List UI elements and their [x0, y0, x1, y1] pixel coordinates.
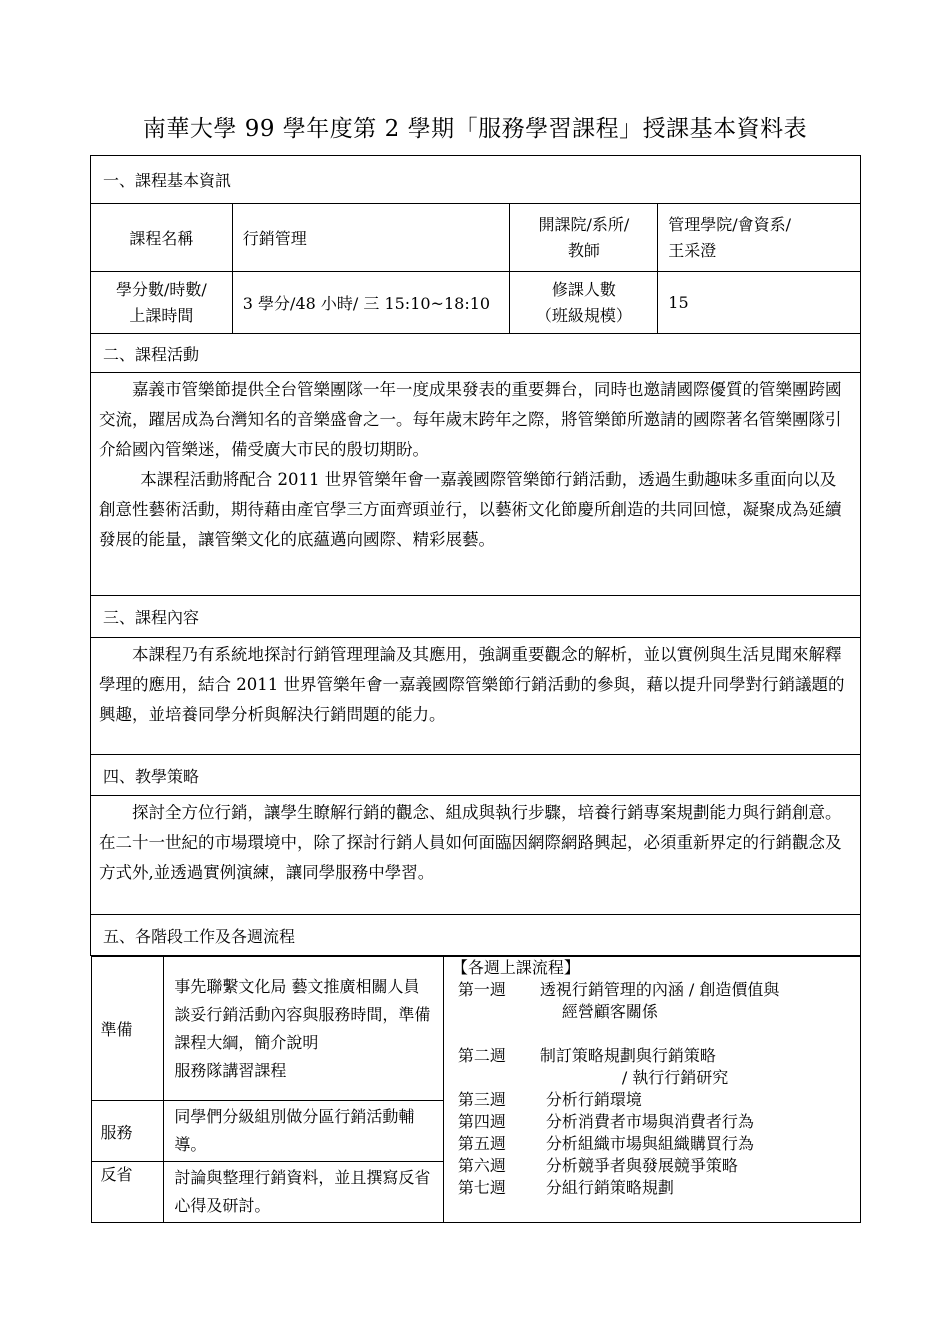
- teacher-name: 王采澄: [668, 240, 717, 260]
- credits-label-line2: 上課時間: [129, 305, 194, 325]
- stage-service-label: 服務: [91, 1101, 164, 1162]
- credits-value: 3 學分/48 小時/ 三 15:10~18:10: [232, 272, 510, 334]
- activity-content: [91, 373, 861, 596]
- week-number: 第六週: [457, 1156, 506, 1175]
- week-row: [458, 1177, 860, 1199]
- enrollment-label-line1: 修課人數: [551, 279, 616, 299]
- week-row: [458, 1155, 860, 1177]
- week-topic-continued: 經營顧客關係: [561, 1002, 658, 1021]
- week-number: 第五週: [457, 1134, 506, 1153]
- weekly-heading: 【各週上課流程】: [451, 958, 580, 977]
- activity-paragraph-2: 本課程活動將配合 2011 世界管樂年會一嘉義國際管樂節行銷活動，透過生動趣味多重面向以及創意性藝術活動，期待藉由產官學三方面齊頭並行，以藝術文化節慶所創造的共同回憶，凝聚成為延續發展的能量，讓管樂文化的底蘊邁向國際、精彩展藝。: [99, 470, 842, 549]
- week-row: [458, 1133, 860, 1155]
- week-row: [458, 1111, 860, 1133]
- week-number: 第四週: [457, 1112, 506, 1131]
- section-heading-schedule: 五、各階段工作及各週流程: [91, 915, 861, 956]
- stage-prepare-training: 服務隊講習課程: [174, 1060, 287, 1080]
- section-heading-basic-info: 一、課程基本資訊: [91, 156, 861, 204]
- stage-prepare-label: 準備: [91, 957, 164, 1101]
- enrollment-label-line2: （班級規模）: [535, 305, 632, 325]
- stage-prepare-desc: [164, 957, 443, 1101]
- week-topic: 分組行銷策略規劃: [545, 1178, 674, 1197]
- week-number: 第一週: [457, 980, 506, 999]
- stage-reflect-label: 反省: [91, 1162, 164, 1223]
- week-topic: 透視行銷管理的內涵 / 創造價值與: [539, 980, 780, 999]
- week-topic: 分析行銷環境: [545, 1090, 642, 1109]
- activity-paragraph-1: 嘉義市管樂節提供全台管樂團隊一年一度成果發表的重要舞台，同時也邀請國際優質的管樂團跨國交流，躍居成為台灣知名的音樂盛會之一。每年歲末跨年之際，將管樂節所邀請的國際著名管樂團隊引介給國內管樂迷，備受廣大市民的殷切期盼。: [99, 380, 842, 459]
- section-heading-activity: 二、課程活動: [91, 334, 861, 373]
- week-spacer: [458, 1023, 860, 1045]
- week-row: [458, 979, 860, 1001]
- week-number: 第二週: [457, 1046, 506, 1065]
- page-title: 南華大學 99 學年度第 2 學期「服務學習課程」授課基本資料表: [142, 116, 808, 142]
- department-label-line1: 開課院/系所/: [538, 214, 630, 234]
- week-row: [458, 1045, 860, 1067]
- week-number: 第七週: [457, 1178, 506, 1197]
- enrollment-label: [510, 272, 658, 334]
- credits-label: [91, 272, 233, 334]
- department-label: [510, 204, 658, 272]
- enrollment-value: 15: [658, 272, 861, 334]
- week-topic-continued: / 執行行銷研究: [621, 1068, 729, 1087]
- schedule-area: [91, 956, 861, 1224]
- content-paragraph-1: 本課程乃有系統地探討行銷管理理論及其應用，強調重要觀念的解析，並以實例與生活見聞來解釋學理的應用，結合 2011 世界管樂年會一嘉義國際管樂節行銷活動的參與，藉以提升同學對行銷議題的興趣，並培養同學分析與解決行銷問題的能力。: [99, 645, 845, 724]
- strategy-content: [91, 796, 861, 915]
- department-value: [658, 204, 861, 272]
- section-heading-content: 三、課程內容: [91, 596, 861, 638]
- week-number: 第三週: [457, 1090, 506, 1109]
- department-label-line2: 教師: [567, 240, 600, 260]
- weekly-schedule: [443, 957, 860, 1223]
- course-name-value: 行銷管理: [232, 204, 510, 272]
- credits-label-line1: 學分數/時數/: [115, 279, 207, 299]
- schedule-table: [91, 956, 861, 1223]
- week-topic: 分析競爭者與發展競爭策略: [545, 1156, 738, 1175]
- content-content: [91, 638, 861, 755]
- course-name-label: 課程名稱: [91, 204, 233, 272]
- section-heading-strategy: 四、教學策略: [91, 755, 861, 796]
- week-topic: 制訂策略規劃與行銷策略: [539, 1046, 716, 1065]
- week-topic: 分析組織市場與組織購買行為: [545, 1134, 754, 1153]
- department-value-line1: 管理學院/會資系/: [668, 214, 792, 234]
- stage-reflect-desc: 討論與整理行銷資料，並且撰寫反省心得及研討。: [164, 1162, 443, 1223]
- strategy-paragraph-1: 探討全方位行銷，讓學生瞭解行銷的觀念、組成與執行步驟，培養行銷專案規劃能力與行銷創意。在二十一世紀的市場環境中，除了探討行銷人員如何面臨因網際網路興起，必須重新界定的行銷觀念及方式外,並透過實例演練，讓同學服務中學習。: [99, 803, 842, 882]
- week-topic: 分析消費者市場與消費者行為: [545, 1112, 754, 1131]
- course-info-table: [90, 155, 861, 1223]
- stage-prepare-text: 事先聯繫文化局 藝文推廣相關人員談妥行銷活動內容與服務時間，準備課程大綱，簡介說明: [174, 976, 431, 1052]
- week-row: [458, 1089, 860, 1111]
- stage-service-desc: 同學們分級組別做分區行銷活動輔導。: [164, 1101, 443, 1162]
